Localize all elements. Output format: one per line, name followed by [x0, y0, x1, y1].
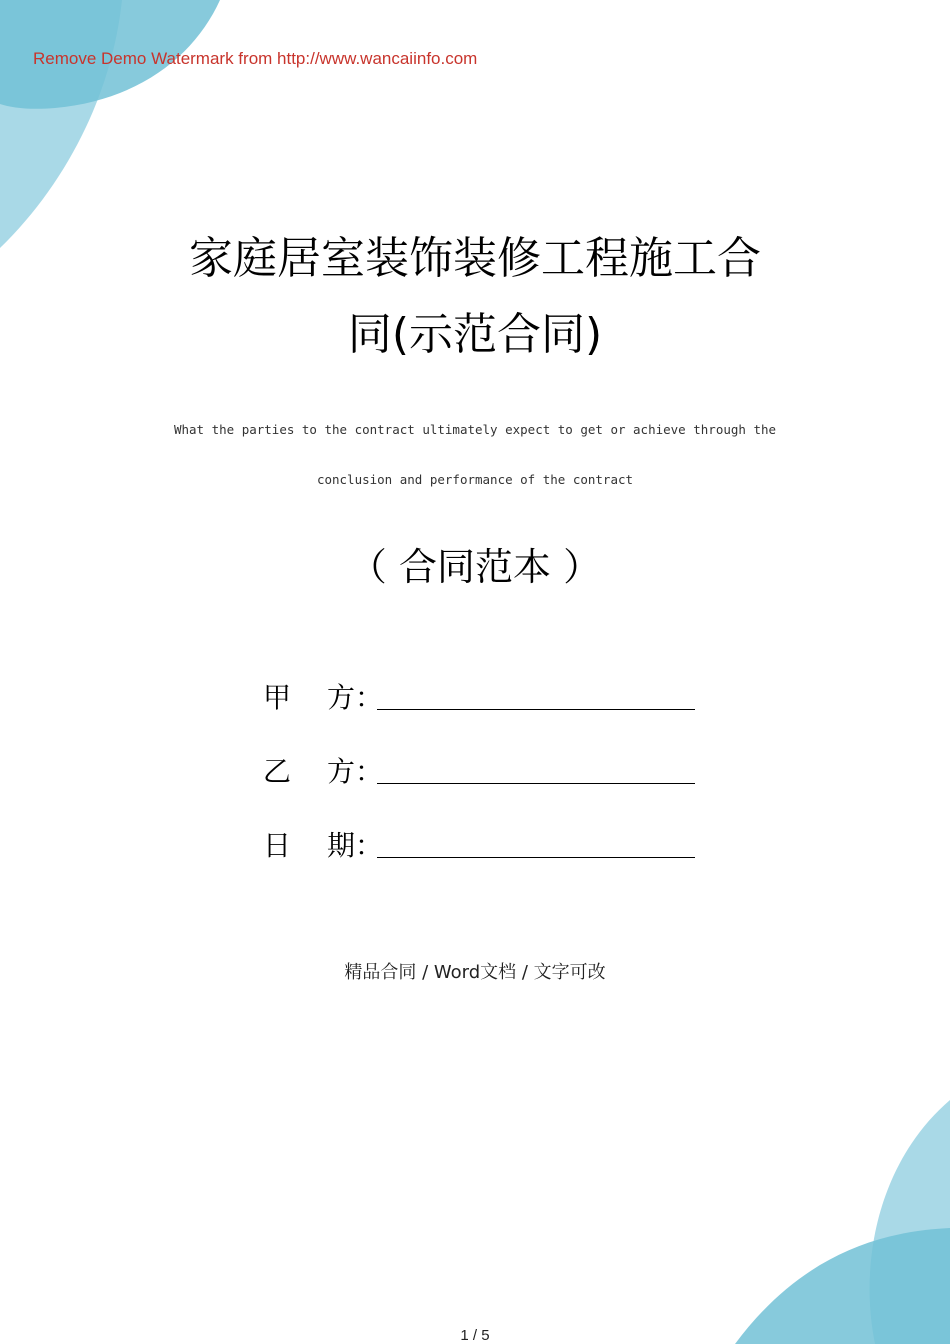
date-field: 日 期 ：: [263, 824, 695, 864]
document-title-line-1: 家庭居室装饰装修工程施工合: [189, 233, 761, 284]
party-a-field: 甲 方 ：: [263, 676, 695, 716]
document-title-line-2: 同(示范合同): [347, 309, 603, 360]
demo-watermark: Remove Demo Watermark from http://www.wancaiinfo.com: [33, 49, 478, 68]
date-blank-line[interactable]: [377, 833, 695, 858]
page-number: 1 / 5: [460, 1327, 490, 1344]
party-a-blank-line[interactable]: [377, 685, 695, 710]
english-subtitle-line-2: conclusion and performance of the contract: [316, 472, 634, 487]
party-b-field: 乙 方 ：: [263, 750, 695, 790]
party-b-blank-line[interactable]: [377, 759, 695, 784]
date-label: 日 期: [263, 829, 355, 862]
party-b-label: 乙 方: [263, 755, 355, 788]
party-a-label: 甲 方: [263, 681, 355, 714]
footer-tagline: 精品合同 / Word文档 / 文字可改: [344, 962, 606, 983]
contract-template-tag: （ 合同范本 ）: [348, 545, 602, 589]
english-subtitle-line-1: What the parties to the contract ultimately expect to get or achieve through the: [173, 422, 777, 437]
